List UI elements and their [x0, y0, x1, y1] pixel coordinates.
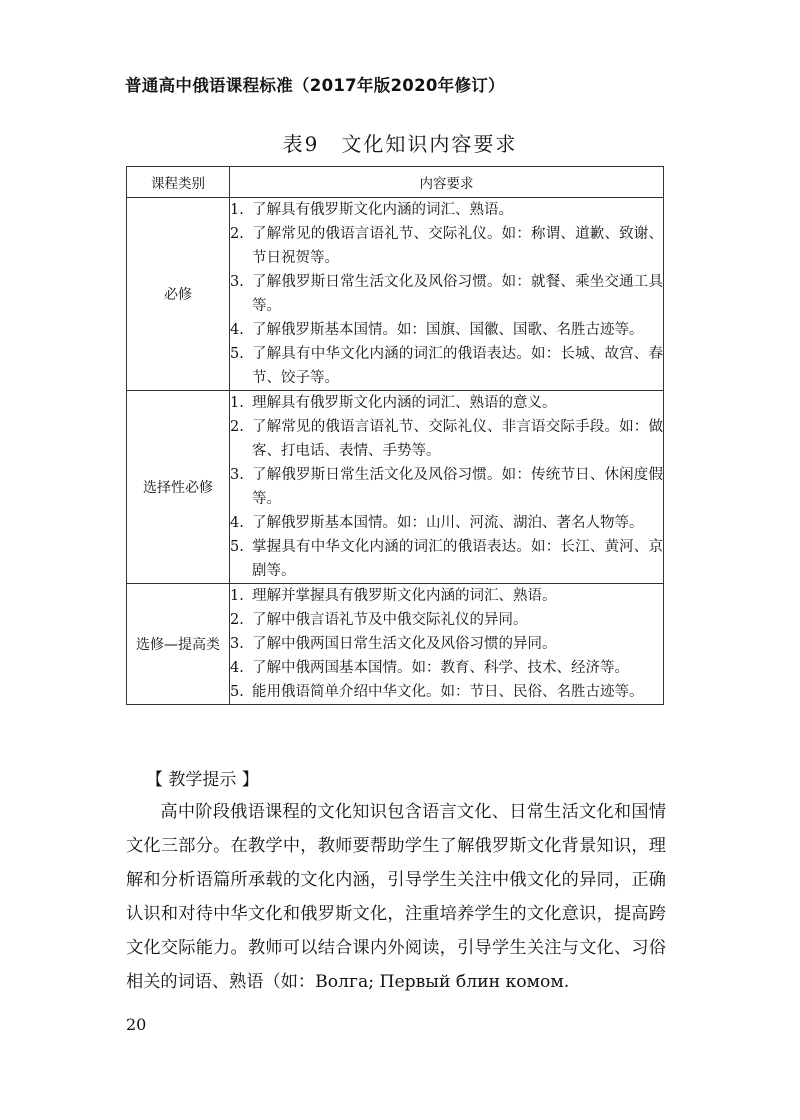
item-number: 1.: [230, 202, 244, 218]
item-number: 1.: [230, 395, 244, 411]
item-number: 2.: [230, 419, 244, 435]
item-text: 了解具有俄罗斯文化内涵的词汇、熟语。: [252, 202, 513, 218]
item-text: 了解俄罗斯基本国情。如：国旗、国徽、国歌、名胜古迹等。: [252, 322, 644, 338]
item-text: 能用俄语简单介绍中华文化。如：节日、民俗、名胜古迹等。: [252, 684, 644, 700]
page-number: 20: [126, 1015, 147, 1034]
requirements-list: [230, 198, 663, 390]
teaching-tips-heading: 【 教学提示 】: [146, 770, 259, 790]
item-text: 理解具有俄罗斯文化内涵的词汇、熟语的意义。: [252, 395, 557, 411]
item-number: 2.: [230, 612, 244, 628]
table-row: [127, 391, 664, 584]
requirements-list: [230, 391, 663, 583]
list-item: [230, 608, 663, 632]
culture-knowledge-table: [126, 166, 664, 705]
list-item: [230, 198, 663, 222]
item-number: 3.: [230, 636, 244, 652]
item-text: 了解常见的俄语言语礼节、交际礼仪、非言语交际手段。如：做客、打电话、表情、手势等。: [252, 419, 663, 459]
column-header-requirements: 内容要求: [230, 167, 664, 198]
item-number: 3.: [230, 467, 244, 483]
requirements-cell: [230, 198, 664, 391]
item-text: 了解具有中华文化内涵的词汇的俄语表达。如：长城、故宫、春节、饺子等。: [252, 346, 663, 386]
list-item: [230, 632, 663, 656]
category-cell: 选修—提高类: [127, 584, 230, 705]
item-number: 2.: [230, 226, 244, 242]
requirements-list: [230, 584, 663, 704]
item-number: 5.: [230, 346, 244, 362]
item-text: 了解俄罗斯基本国情。如：山川、河流、湖泊、著名人物等。: [252, 515, 644, 531]
item-text: 了解中俄言语礼节及中俄交际礼仪的异同。: [252, 612, 528, 628]
list-item: [230, 680, 663, 704]
list-item: [230, 222, 663, 270]
item-number: 3.: [230, 274, 244, 290]
item-number: 5.: [230, 684, 244, 700]
list-item: [230, 391, 663, 415]
table-row: [127, 198, 664, 391]
list-item: [230, 535, 663, 583]
item-number: 5.: [230, 539, 244, 555]
item-text: 了解俄罗斯日常生活文化及风俗习惯。如：传统节日、休闲度假等。: [252, 467, 663, 507]
list-item: [230, 318, 663, 342]
teaching-tips-paragraph: 高中阶段俄语课程的文化知识包含语言文化、日常生活文化和国情文化三部分。在教学中，教师要帮助学生了解俄罗斯文化背景知识，理解和分析语篇所承载的文化内涵，引导学生关注中俄文化的异同，正确认识和对待中华文化和俄罗斯文化，注重培养学生的文化意识，提高跨文化交际能力。教师可以结合课内外阅读，引导学生关注与文化、习俗相关的词语、熟语（如：Волга; Первый блин комом.: [126, 802, 666, 992]
item-text: 了解常见的俄语言语礼节、交际礼仪。如：称谓、道歉、致谢、节日祝贺等。: [252, 226, 663, 266]
table-body: [127, 198, 664, 705]
item-number: 4.: [230, 322, 244, 338]
item-number: 1.: [230, 588, 244, 604]
category-cell: 选择性必修: [127, 391, 230, 584]
column-header-category: 课程类别: [127, 167, 230, 198]
list-item: [230, 511, 663, 535]
list-item: [230, 463, 663, 511]
table-row: [127, 584, 664, 705]
item-number: 4.: [230, 660, 244, 676]
requirements-cell: [230, 584, 664, 705]
table-header-row: [127, 167, 664, 198]
item-text: 了解中俄两国日常生活文化及风俗习惯的异同。: [252, 636, 557, 652]
list-item: [230, 584, 663, 608]
item-text: 理解并掌握具有俄罗斯文化内涵的词汇、熟语。: [252, 588, 557, 604]
list-item: [230, 415, 663, 463]
item-text: 了解中俄两国基本国情。如：教育、科学、技术、经济等。: [252, 660, 629, 676]
table-title: 表9 文化知识内容要求: [282, 132, 518, 156]
item-number: 4.: [230, 515, 244, 531]
item-text: 了解俄罗斯日常生活文化及风俗习惯。如：就餐、乘坐交通工具等。: [252, 274, 663, 314]
list-item: [230, 270, 663, 318]
category-cell: 必修: [127, 198, 230, 391]
list-item: [230, 656, 663, 680]
item-text: 掌握具有中华文化内涵的词汇的俄语表达。如：长江、黄河、京剧等。: [252, 539, 663, 579]
requirements-cell: [230, 391, 664, 584]
running-header: 普通高中俄语课程标准（2017年版2020年修订）: [125, 76, 505, 95]
list-item: [230, 342, 663, 390]
